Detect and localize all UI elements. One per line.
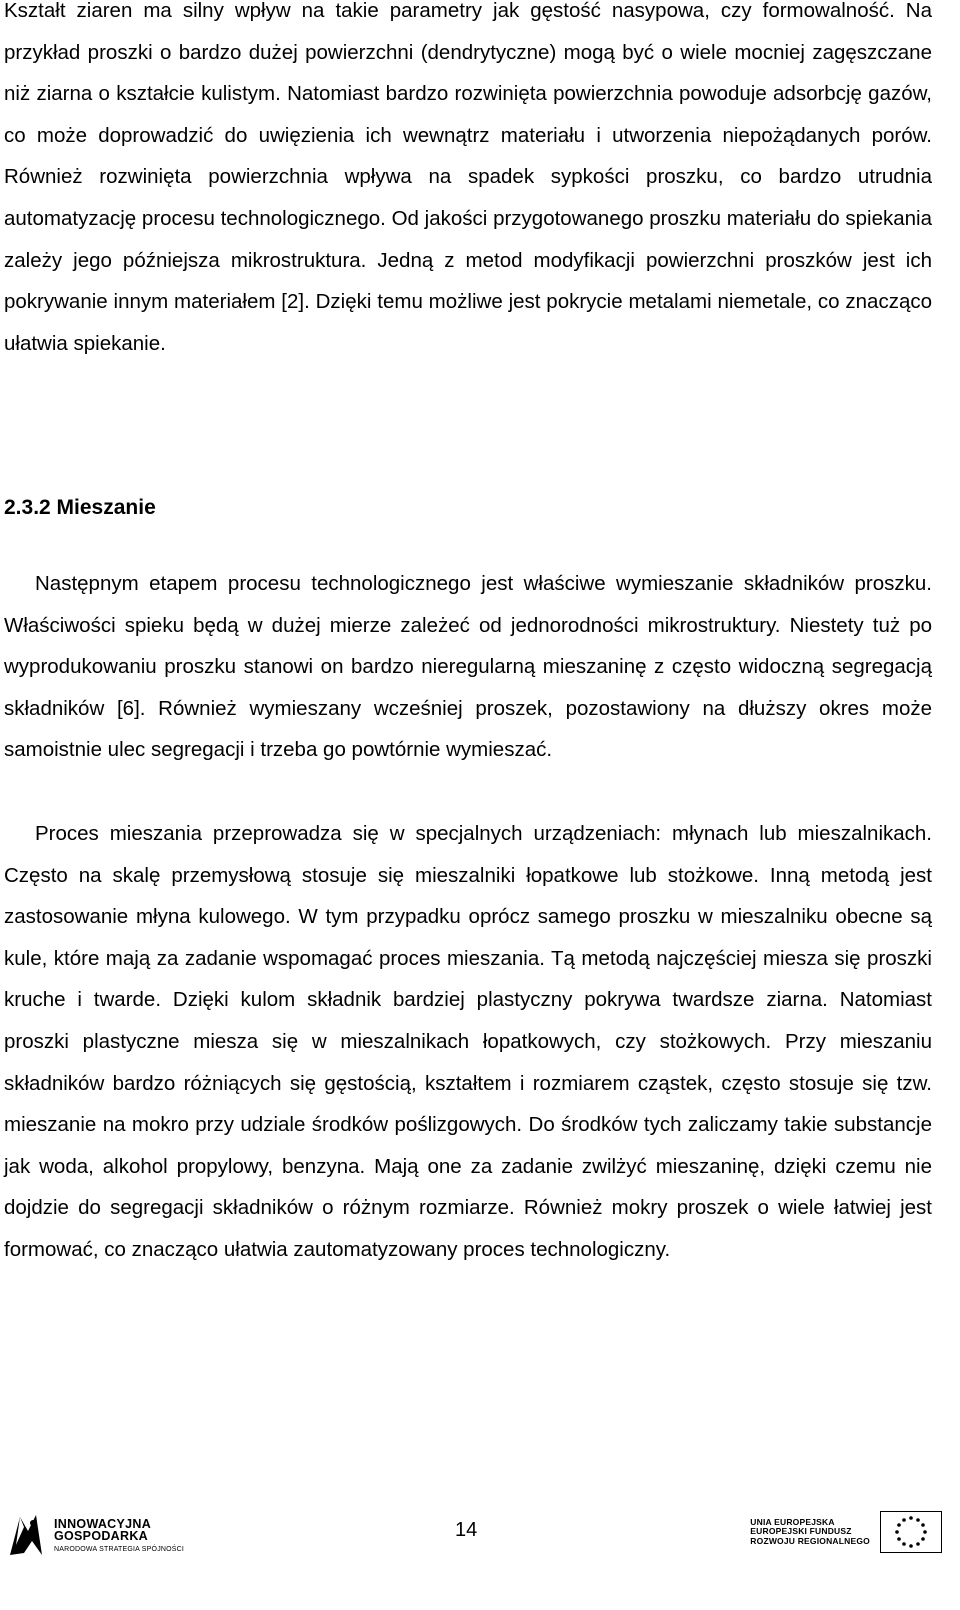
innovative-economy-logo [6,1511,184,1559]
eu-flag-icon [880,1511,942,1553]
logo-right-line3: ROZWOJU REGIONALNEGO [750,1535,870,1546]
paragraph-grain-shape: Kształt ziaren ma silny wpływ na takie parametry jak gęstość nasypowa, czy formowalność. Na przykład proszki o bardzo dużej powierzchni (dendrytyczne) mogą być o wiele mocniej zagęszczane niż ziarna o kształcie kulistym. Natomiast bardzo rozwinięta powierzchnia powoduje adsorbcję gazów, co może doprowadzić do uwięzienia ich wewnątrz materiału i utworzenia niepożądanych porów. Również rozwinięta powierzchnia wpływa na spadek sypkości proszku, co bardzo utrudnia automatyzację procesu technologicznego. Od jakości przygotowanego proszku materiału do spiekania zależy jego późniejsza mikrostruktura. Jedną z metod modyfikacji powierzchni proszków jest ich pokrywanie innym materiałem [2]. Dzięki temu możliwe jest pokrycie metalami niemetale, co znacząco ułatwia spiekanie. [4,0,932,355]
innovative-economy-icon [6,1511,44,1559]
paragraph-mixing-process: Proces mieszania przeprowadza się w specjalnych urządzeniach: młynach lub mieszalnikach. Często na skalę przemysłową stosuje się mieszalniki łopatkowe lub stożkowe. Inną metodą jest zastosowanie młyna kulowego. W tym przypadku oprócz samego proszku w mieszalniku obecne są kule, które mają za zadanie wspomagać proces mieszania. Tą metodą najczęściej miesza się proszki kruche i twarde. Dzięki kulom składnik bardziej plastyczny pokrywa twardsze ziarna. Natomiast proszki plastyczne miesza się w mieszalnikach łopatkowych, czy stożkowych. Przy mieszaniu składników bardzo różniących się gęstością, kształtem i rozmiarem cząstek, często stosuje się tzw. mieszanie na mokro przy udziale środków poślizgowych. Do środków tych zaliczamy takie substancje jak woda, alkohol propylowy, benzyna. Mają one za zadanie zwilżyć mieszaninę, dzięki czemu nie dojdzie do segregacji składników o różnym rozmiarze. Również mokry proszek o wiele łatwiej jest formować, co znacząco ułatwia zautomatyzowany proces technologiczny. [4,822,932,1261]
page-number: 14 [455,1519,478,1541]
logo-right-line2: EUROPEJSKI FUNDUSZ [750,1526,852,1537]
logo-left-line1: INNOWACYJNA [54,1516,152,1531]
paragraph-mixing-intro: Następnym etapem procesu technologicznego jest właściwe wymieszanie składników proszku. Właściwości spieku będą w dużej mierze zależeć od jednorodności mikrostruktury. Niestety tuż po wyprodukowaniu proszku stanowi on bardzo nieregularną mieszaninę z często widoczną segregacją składników [6]. Również wymieszany wcześniej proszek, pozostawiony na dłuższy okres może samoistnie ulec segregacji i trzeba go powtórnie wymieszać. [4,572,932,762]
page-footer [0,1505,960,1610]
section-heading: 2.3.2 Mieszanie [4,496,156,519]
eu-logo [750,1511,942,1553]
logo-right-line1: UNIA EUROPEJSKA [750,1516,835,1527]
logo-left-line2: GOSPODARKA [54,1529,148,1543]
logo-left-line3: NARODOWA STRATEGIA SPÓJNOŚCI [54,1545,185,1553]
